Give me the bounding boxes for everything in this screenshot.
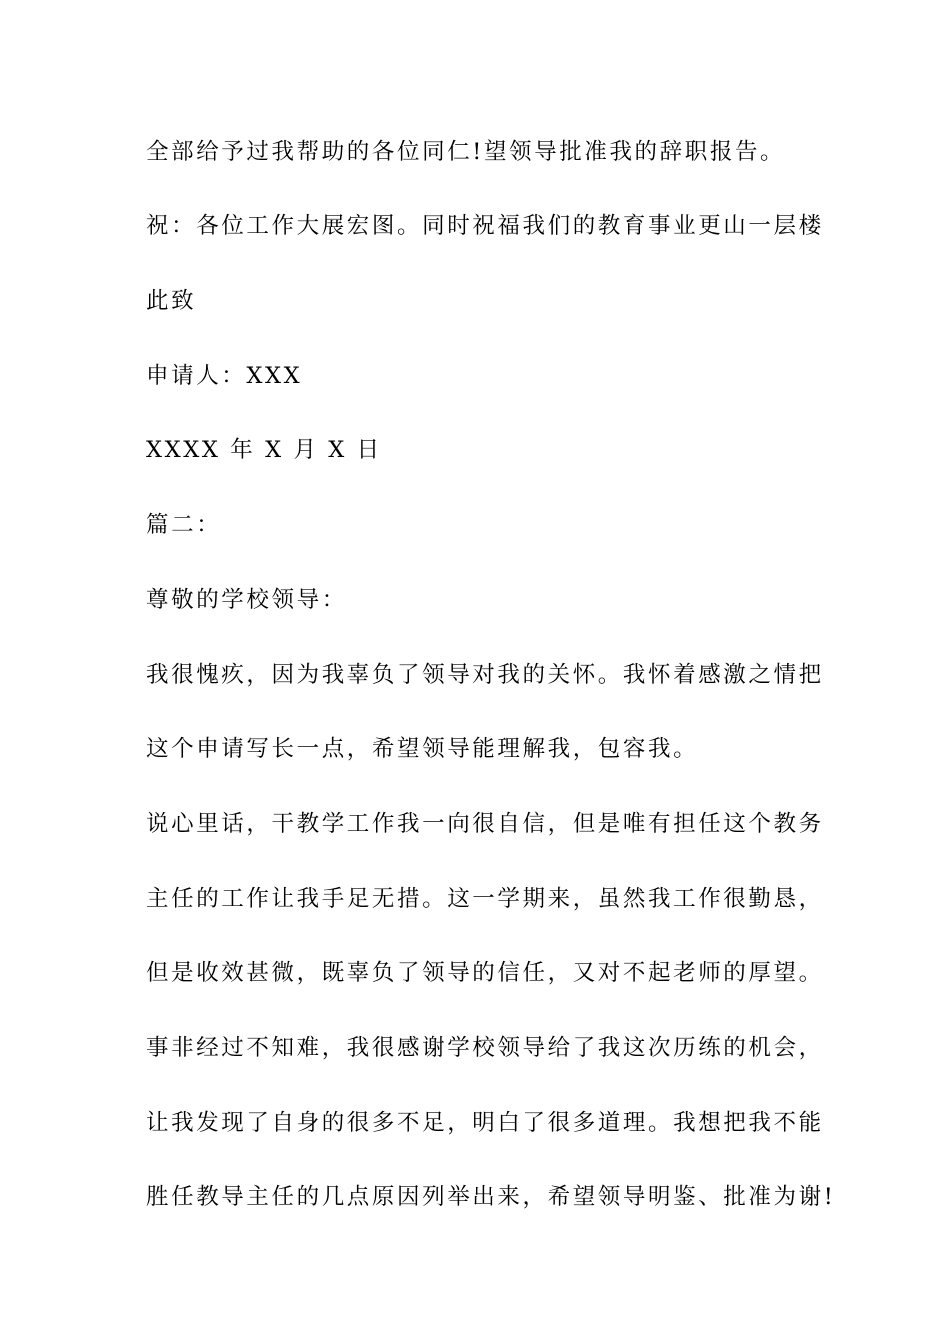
- paragraph-line: 说心里话，干教学工作我一向很自信，但是唯有担任这个教务: [146, 811, 824, 837]
- paragraph-line: 让我发现了自身的很多不足，明白了很多道理。我想把我不能: [146, 1110, 824, 1136]
- paragraph-line: 我很愧疚，因为我辜负了领导对我的关怀。我怀着感激之情把: [146, 662, 824, 688]
- paragraph-line: 主任的工作让我手足无措。这一学期来，虽然我工作很勤恳，: [146, 886, 824, 912]
- paragraph-line: 事非经过不知难，我很感谢学校领导给了我这次历练的机会，: [146, 1035, 824, 1061]
- text-line-salutation-close: 此致: [146, 288, 197, 314]
- text-line-date: XXXX 年 X 月 X 日: [146, 437, 382, 463]
- text-line-greeting: 尊敬的学校领导：: [146, 587, 347, 613]
- text-line-closing-thanks: 全部给予过我帮助的各位同仁!望领导批准我的辞职报告。: [146, 139, 786, 165]
- text-line-blessing: 祝：各位工作大展宏图。同时祝福我们的教育事业更山一层楼: [146, 213, 824, 239]
- text-line-applicant: 申请人：XXX: [146, 363, 303, 389]
- paragraph-line: 这个申请写长一点，希望领导能理解我，包容我。: [146, 736, 699, 762]
- paragraph-line: 胜任教导主任的几点原因列举出来，希望领导明鉴、批准为谢!: [146, 1184, 836, 1210]
- section-heading: 篇二：: [146, 512, 222, 538]
- paragraph-line: 但是收效甚微，既辜负了领导的信任，又对不起老师的厚望。: [146, 960, 824, 986]
